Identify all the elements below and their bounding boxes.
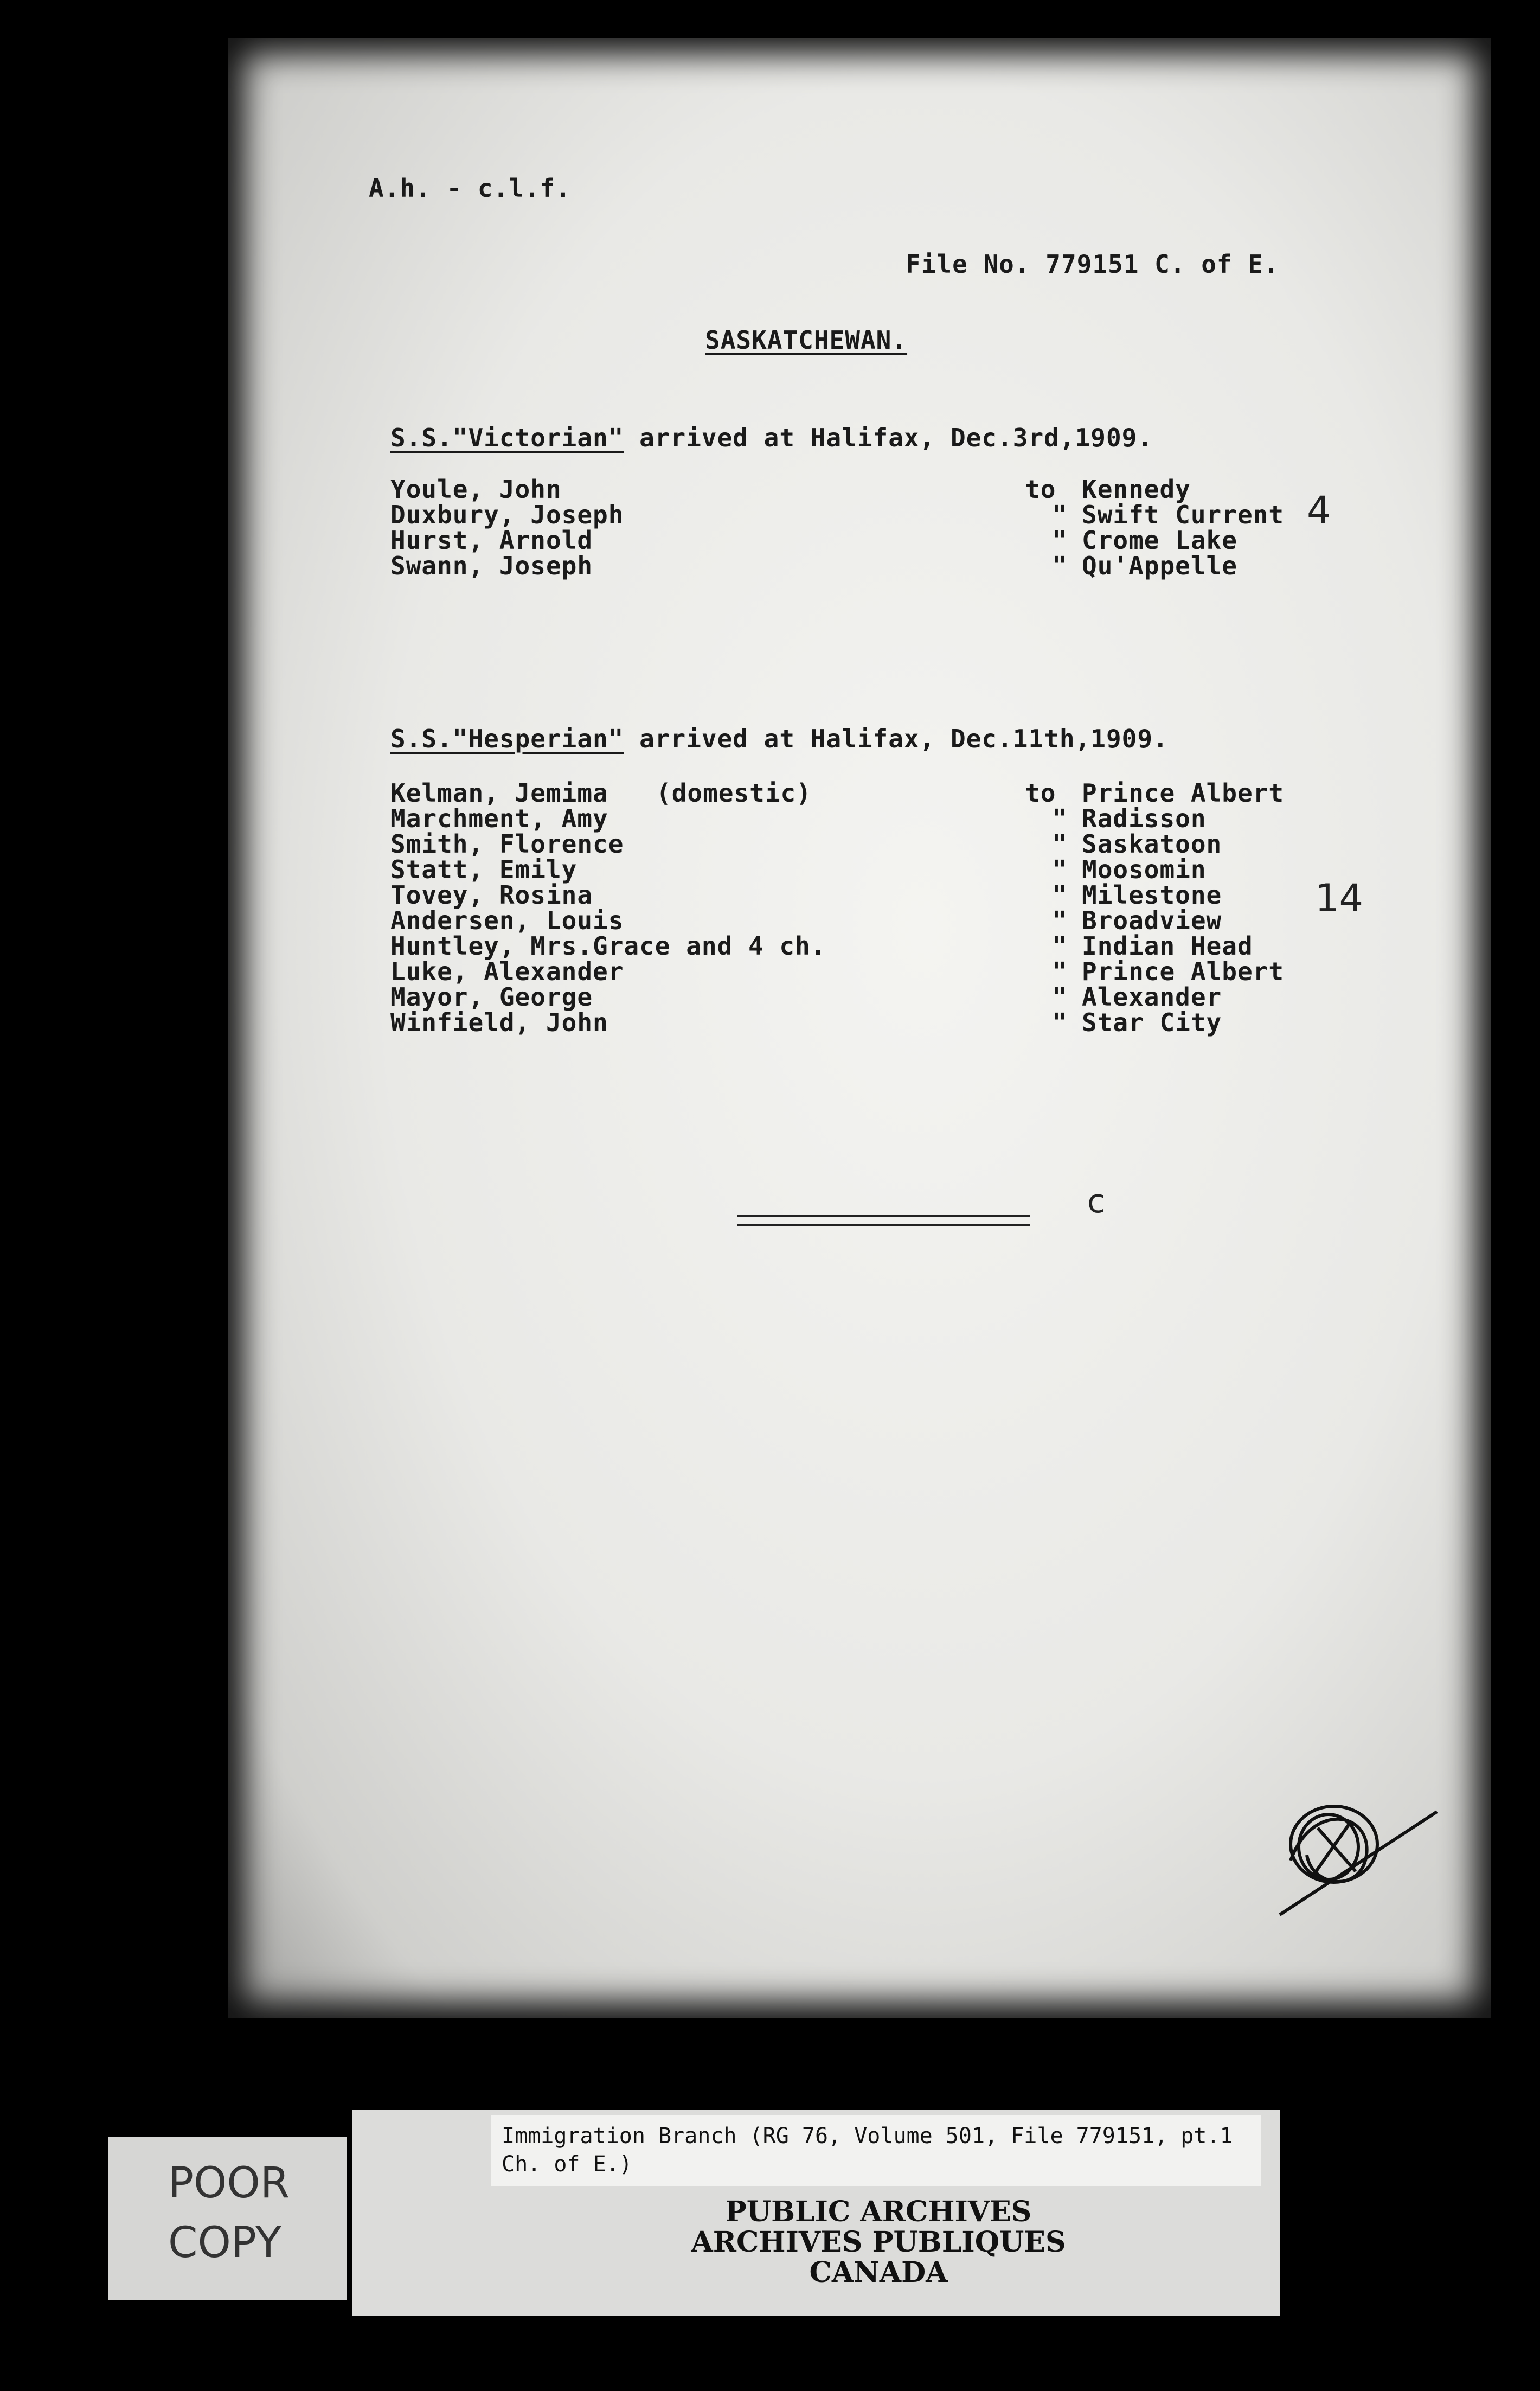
destination: Moosomin <box>1082 855 1207 884</box>
passenger-name: Luke, Alexander <box>390 957 624 986</box>
province-heading: SASKATCHEWAN. <box>705 325 908 355</box>
passenger-name: Marchment, Amy <box>390 804 608 833</box>
margin-count: 4 <box>1307 488 1331 533</box>
passenger-row <box>228 906 1491 935</box>
arrival-text: arrived at Halifax, Dec.11th,1909. <box>624 724 1169 753</box>
footer-mark: c <box>1087 1182 1105 1220</box>
passenger-row <box>228 1008 1491 1037</box>
destination: Swift Current <box>1082 500 1285 529</box>
passenger-name: Youle, John <box>390 475 562 504</box>
destination-prefix: " <box>1052 804 1068 833</box>
passenger-name: Statt, Emily <box>390 855 578 884</box>
passenger-name: Huntley, Mrs.Grace and 4 ch. <box>390 931 826 961</box>
poor-copy-line1: POOR <box>168 2159 290 2208</box>
passenger-name: Andersen, Louis <box>390 906 624 935</box>
passenger-row <box>228 526 1491 555</box>
destination: Crome Lake <box>1082 526 1237 555</box>
destination-prefix: " <box>1052 500 1068 529</box>
ship-name: S.S."Hesperian" <box>390 724 624 753</box>
passenger-row <box>228 804 1491 833</box>
passenger-row <box>228 500 1491 529</box>
ship-name: S.S."Victorian" <box>390 423 624 452</box>
passenger-row <box>228 829 1491 859</box>
destination: Qu'Appelle <box>1082 551 1237 580</box>
passenger-row <box>228 931 1491 961</box>
passenger-row <box>228 982 1491 1012</box>
passenger-name: Duxbury, Joseph <box>390 500 624 529</box>
initials: A.h. - c.l.f. <box>369 174 572 203</box>
destination-prefix: to <box>1025 778 1056 808</box>
destination: Prince Albert <box>1082 778 1285 808</box>
destination-prefix: " <box>1052 1008 1068 1037</box>
destination: Milestone <box>1082 880 1222 910</box>
passenger-row <box>228 551 1491 580</box>
destination-prefix: " <box>1052 957 1068 986</box>
signature-scribble-icon <box>1247 1779 1453 1931</box>
archive-label-line2: Ch. of E.) <box>502 2152 632 2177</box>
margin-count: 14 <box>1315 876 1364 920</box>
destination-prefix: " <box>1052 855 1068 884</box>
destination: Star City <box>1082 1008 1222 1037</box>
destination-prefix: " <box>1052 931 1068 961</box>
destination-prefix: " <box>1052 829 1068 859</box>
destination-prefix: " <box>1052 880 1068 910</box>
destination: Kennedy <box>1082 475 1191 504</box>
destination-prefix: " <box>1052 526 1068 555</box>
passenger-row <box>228 778 1491 808</box>
destination-prefix: " <box>1052 906 1068 935</box>
passenger-row <box>228 855 1491 884</box>
destination-prefix: to <box>1025 475 1056 504</box>
destination: Radisson <box>1082 804 1207 833</box>
passenger-name: Mayor, George <box>390 982 593 1012</box>
passenger-name: Kelman, Jemima <box>390 778 608 808</box>
ship-heading <box>390 724 1169 753</box>
passenger-row <box>228 957 1491 986</box>
poor-copy-line2: COPY <box>168 2219 281 2267</box>
passenger-name: Swann, Joseph <box>390 551 593 580</box>
poor-copy-note <box>108 2137 347 2300</box>
passenger-name: Tovey, Rosina <box>390 880 593 910</box>
passenger-name: Winfield, John <box>390 1008 608 1037</box>
destination-prefix: " <box>1052 982 1068 1012</box>
passenger-name: Hurst, Arnold <box>390 526 593 555</box>
document-page <box>228 38 1491 2018</box>
passenger-name: Smith, Florence <box>390 829 624 859</box>
passenger-note: (domestic) <box>656 778 812 808</box>
stamp-line1: PUBLIC ARCHIVES <box>725 2195 1032 2228</box>
passenger-row <box>228 880 1491 910</box>
archives-stamp <box>542 2197 1215 2288</box>
file-number: File No. 779151 C. of E. <box>906 250 1279 279</box>
arrival-text: arrived at Halifax, Dec.3rd,1909. <box>624 423 1153 452</box>
destination: Indian Head <box>1082 931 1253 961</box>
end-rule <box>737 1215 1030 1226</box>
destination: Prince Albert <box>1082 957 1285 986</box>
passenger-row <box>228 475 1491 504</box>
destination-prefix: " <box>1052 551 1068 580</box>
stamp-line3: CANADA <box>809 2256 948 2289</box>
destination: Saskatoon <box>1082 829 1222 859</box>
archive-label-line1: Immigration Branch (RG 76, Volume 501, File 779151, pt.1 <box>502 2124 1233 2149</box>
ship-heading <box>390 423 1153 452</box>
destination: Alexander <box>1082 982 1222 1012</box>
archive-label <box>491 2115 1261 2186</box>
stamp-line2: ARCHIVES PUBLIQUES <box>691 2226 1066 2259</box>
destination: Broadview <box>1082 906 1222 935</box>
